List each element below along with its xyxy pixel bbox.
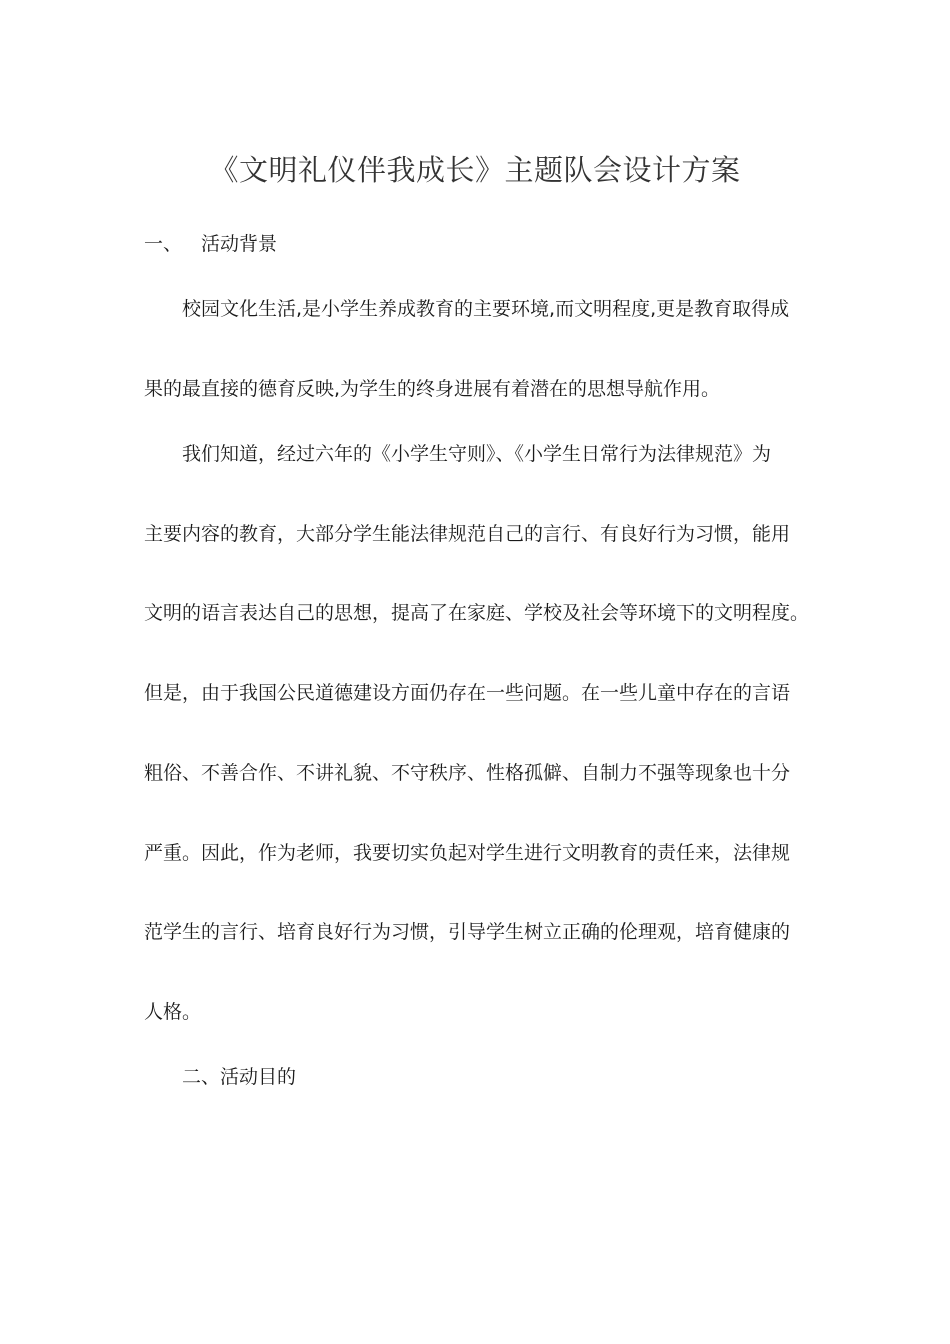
section-heading: 活动背景 xyxy=(201,233,278,255)
paragraph-line: 人格。 xyxy=(144,1001,202,1023)
paragraph-line: 校园文化生活,是小学生养成教育的主要环境,而文明程度,更是教育取得成 xyxy=(182,298,790,320)
paragraph-line: 我们知道，经过六年的《小学生守则》、《小学生日常行为法律规范》为 xyxy=(182,443,772,465)
section-number: 一、 xyxy=(144,233,183,255)
paragraph-line: 文明的语言表达自己的思想，提高了在家庭、学校及社会等环境下的文明程度。 xyxy=(144,602,810,624)
paragraph-line: 主要内容的教育，大部分学生能法律规范自己的言行、有良好行为习惯，能用 xyxy=(144,523,791,545)
document-title: 《文明礼仪伴我成长》主题队会设计方案 xyxy=(209,153,741,187)
section-heading: 二、活动目的 xyxy=(182,1066,297,1088)
paragraph-line: 但是，由于我国公民道德建设方面仍存在一些问题。在一些儿童中存在的言语 xyxy=(144,682,791,704)
paragraph-line: 范学生的言行、培育良好行为习惯，引导学生树立正确的伦理观，培育健康的 xyxy=(144,921,791,943)
paragraph-line: 粗俗、不善合作、不讲礼貌、不守秩序、性格孤僻、自制力不强等现象也十分 xyxy=(144,762,791,784)
paragraph-line: 严重。因此，作为老师，我要切实负起对学生进行文明教育的责任来，法律规 xyxy=(144,842,791,864)
paragraph-line: 果的最直接的德育反映,为学生的终身进展有着潜在的思想导航作用。 xyxy=(144,378,721,400)
